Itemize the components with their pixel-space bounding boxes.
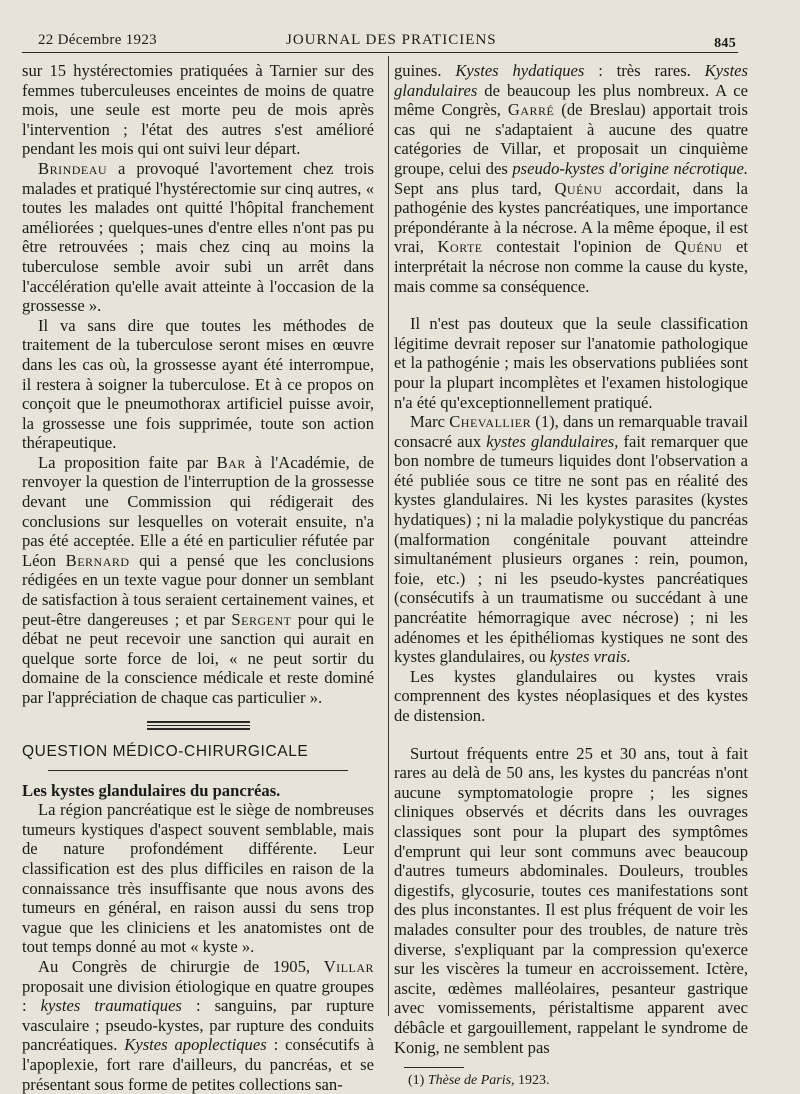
- paragraph: Les kystes glandulaires ou kystes vrais comprennent des kystes néoplasiques et des kystes de distension.: [394, 666, 748, 725]
- paragraph: La proposition faite par Bar à l'Académie, de renvoyer la question de l'interruption de la grossesse devant une Commission qui rédigerait des conclusions sur lesquelles on voterait ensuite, n'a pas été acceptée. Elle a été en particulier réfutée par Léon Bernard qui a pensé que les conclusions rédigées en un texte vague pour donner un semblant de satisfaction à tous seraient certainement vaines, et peut-être dangereuses ; et par Sergent pour qui le débat ne peut recevoir une sanction qui aurait en quelque sorte force de loi, « ne peut sortir du domaine de la conscience médicale et reste dominé par l'appréciation de chaque cas particulier ».: [22, 452, 374, 707]
- footnote: (1) Thèse de Paris, 1923.: [408, 1073, 550, 1089]
- paragraph: Il n'est pas douteux que la seule classification légitime devrait reposer sur l'anatomie pathologique et la pathogénie ; mais les observations publiées sont pour la plupart incomplètes et l'examen histologique n'a été qu'exceptionnellement pratiqué.: [394, 314, 748, 412]
- paragraph: Il va sans dire que toutes les méthodes de traitement de la tuberculose seront mises en œuvre dans les cas où, la grossesse ayant été interrompue, il restera à soigner la tuberculose. Et à ce propos on conçoit que le pneumothorax artificiel puisse avoir, la grossesse une fois supprimée, toute son action thérapeutique.: [22, 315, 374, 453]
- italic-term: kystes glandulaires,: [486, 431, 619, 451]
- paragraph: Surtout fréquents entre 25 et 30 ans, tout à fait rares au delà de 50 ans, les kystes du pancréas n'ont aucune symptomatologie propre ; les signes cliniques observés et décrits dans les ouvrages classiques sont pour la plupart des symptômes d'emprunt qui leur sont communs avec beaucoup d'autres tumeurs abdominales. Douleurs, troubles digestifs, glycosurie, toutes ces manifestations sont des plus inconstantes. Il est plus fréquent de voir les malades consulter pour des troubles, de nature très diverse, s'expliquant par la compression qu'exerce sur les viscères la tumeur en accroissement. Ictère, ascite, œdèmes malléolaires, pesanteur gastrique avec vomissements, péristaltisme apparent avec débâcle et gargouillement, rappelant le syndrome de Konig, ne semblent pas: [394, 743, 748, 1057]
- italic-term: Kystes hydatiques: [455, 61, 585, 80]
- page-number: 845: [714, 36, 736, 51]
- paragraph: Au Congrès de chirurgie de 1905, Villar proposait une division étiologique en quatre groupes : kystes traumatiques : sanguins, par rupture vasculaire ; pseudo-kystes, par rupture des conduits pancréatiques. Kystes apoplectiques : consécutifs à l'apoplexie, fort rare d'ailleurs, du pancréas, et se présentant sous forme de petites collections san-: [22, 956, 374, 1094]
- author-name: Quénu: [554, 178, 603, 198]
- author-name: Quénu: [674, 237, 723, 257]
- journal-title: JOURNAL DES PRATICIENS: [286, 32, 497, 48]
- italic-term: pseudo-kystes d'origine nécrotique.: [512, 158, 748, 178]
- author-name: Chevallier: [449, 412, 532, 432]
- heading-rule: [48, 770, 348, 771]
- footnote-rule: [404, 1067, 464, 1068]
- section-separator: [22, 708, 374, 742]
- paragraph: Brindeau a provoqué l'avortement chez trois malades et pratiqué l'hystérectomie sur cinq autres, « toutes les malades ont quitté l'hôpital franchement améliorées ; quelques-unes d'entre elles n'ont pas pu être retrouvées ; mais chez cinq au moins la tuberculose semble avoir subi un arrêt dans l'accélération qu'elle avait atteinte à l'occasion de la grossesse ».: [22, 158, 374, 316]
- italic-term: Thèse de Paris,: [427, 1073, 515, 1089]
- article-title: Les kystes glandulaires du pancréas.: [22, 780, 281, 800]
- paragraph: sur 15 hystérectomies pratiquées à Tarnier sur des femmes tuberculeuses enceintes de moins de quatre mois, une seule est morte peu de mois après l'intervention ; l'état des autres s'est amélioré pendant les mois qui ont suivi leur départ.: [22, 61, 374, 159]
- italic-term: Kystes apoplectiques: [124, 1035, 267, 1055]
- header-date: 22 Décembre 1923: [38, 32, 157, 48]
- italic-term: kystes vrais.: [549, 647, 631, 667]
- column-divider: [388, 56, 389, 1016]
- left-column: [22, 61, 374, 1094]
- author-name: Korte: [437, 237, 483, 257]
- italic-term: Kystes glandulaires: [394, 61, 748, 100]
- author-name: Sergent: [231, 609, 292, 629]
- paragraph: Marc Chevallier (1), dans un remarquable travail consacré aux kystes glandulaires, fait remarquer que bon nombre de tumeurs liquides dont l'observation a été publiée sous ce titre ne sont pas en réalité des kystes glandulaires. Ni les kystes parasites (kystes hydatiques) ; ni la maladie polykystique du pancréas (malformation congénitale pouvant atteindre simultanément plusieurs organes : rein, poumon, foie, etc.) ; ni les pseudo-kystes pancréatiques (consécutifs à un traumatisme ou succédant à une pancréatite hémorragique avec nécrose) ; ni les adénomes et les épithéliomas kystiques ne sont des kystes glandulaires, ou kystes vrais.: [394, 412, 748, 667]
- paragraph: La région pancréatique est le siège de nombreuses tumeurs kystiques d'aspect souvent semblable, mais de nature profondément différente. Leur classification est des plus difficiles en raison de la connaissance très insuffisante que nous avons des tumeurs en général, en raison aussi du sens trop vague que les cliniciens et les anatomistes ont de tout temps donné au mot « kyste ».: [22, 800, 374, 957]
- right-column: [394, 61, 748, 1090]
- author-name: Bernard: [65, 550, 130, 570]
- paragraph: guines. Kystes hydatiques : très rares. Kystes glandulaires de beaucoup les plus nombreux. A ce même Congrès, Garré (de Breslau) apportait trois cas qui ne s'adaptaient à aucune des quatre catégories de Villar, et proposait un cinquième groupe, celui des pseudo-kystes d'origine nécrotique. Sept ans plus tard, Quénu accordait, dans la pathogénie des kystes pancréatiques, une importance prépondérante à la nécrose. A la même époque, il est vrai, Korte contestait l'opinion de Quénu et interprétait la nécrose non comme la cause du kyste, mais comme sa conséquence.: [394, 61, 748, 296]
- author-name: Bar: [216, 452, 246, 472]
- author-name: Brindeau: [38, 158, 108, 178]
- italic-term: kystes traumatiques: [40, 996, 182, 1016]
- author-name: Villar: [323, 956, 374, 976]
- section-heading: QUESTION MÉDICO-CHIRURGICALE: [22, 742, 309, 760]
- running-header: [22, 30, 738, 53]
- author-name: Garré: [507, 100, 555, 120]
